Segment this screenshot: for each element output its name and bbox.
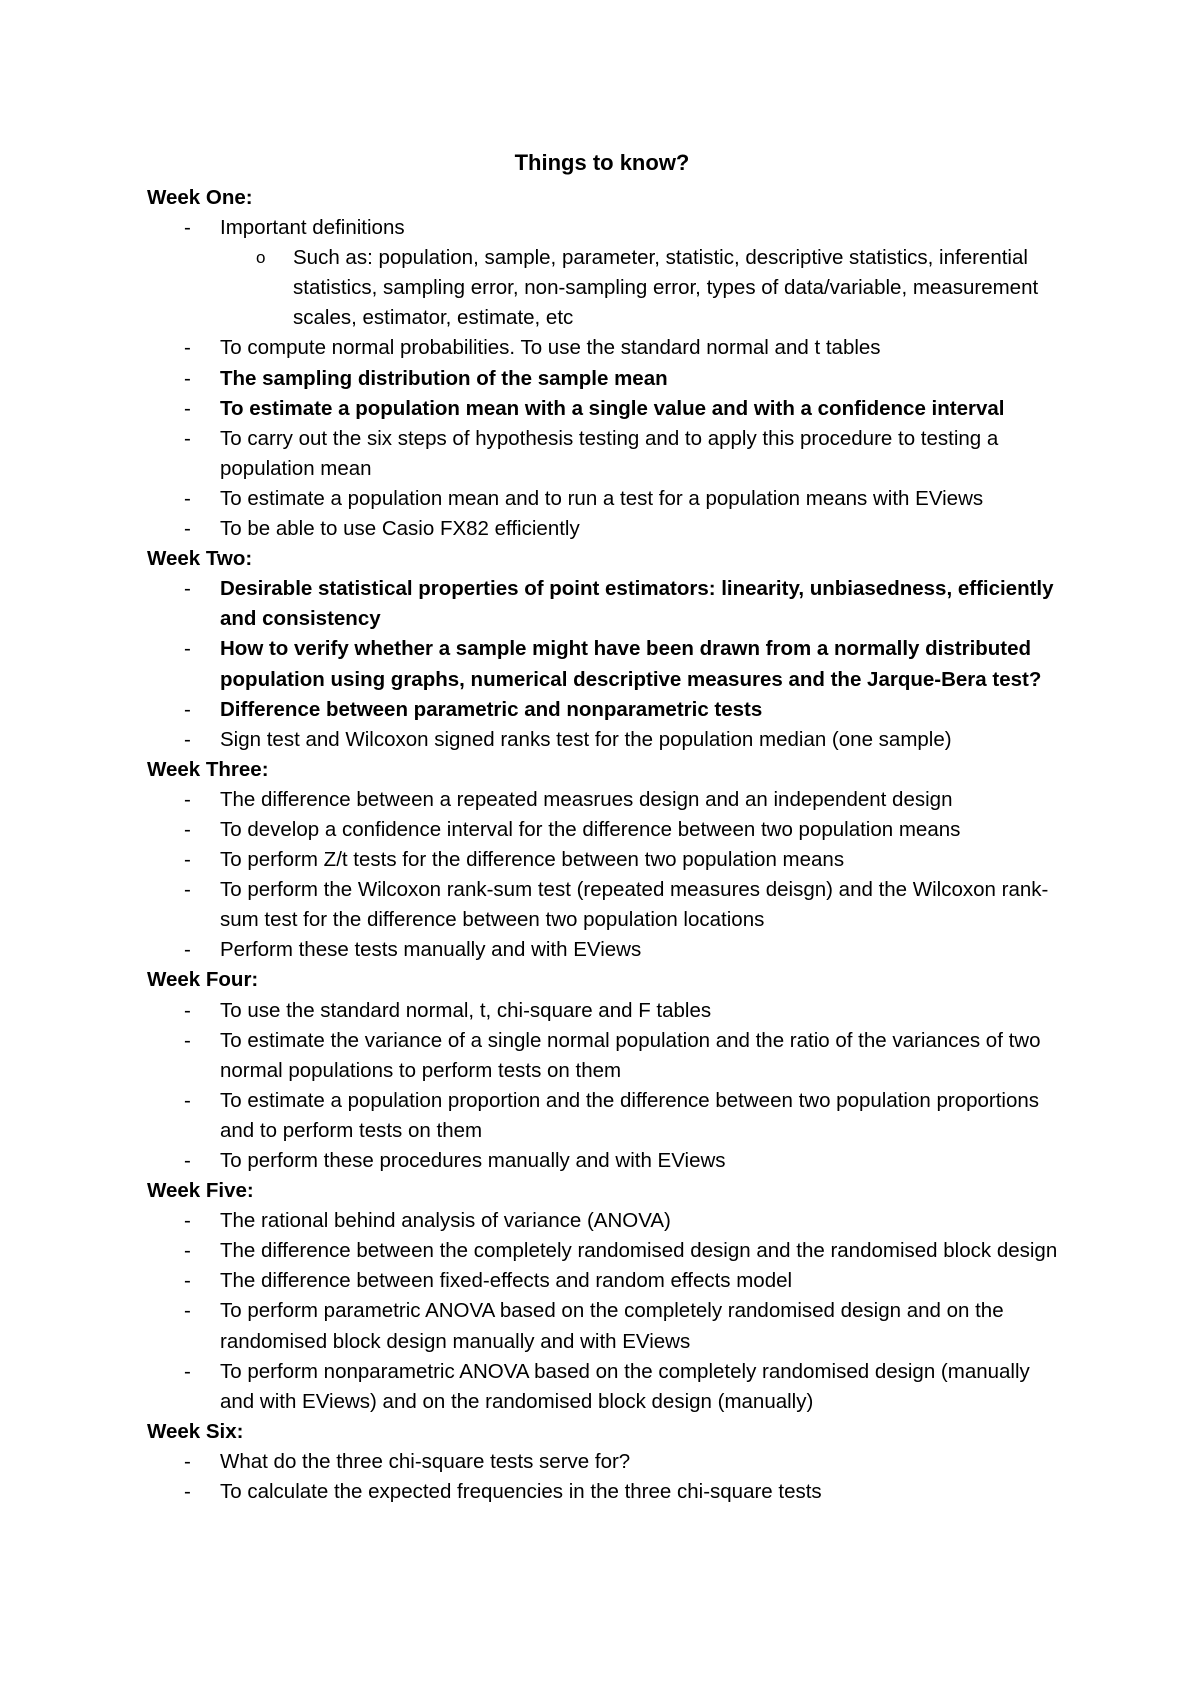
bullet-list	[147, 213, 1067, 544]
dash-bullet-icon: -	[184, 366, 191, 390]
sub-list-item	[220, 243, 1067, 333]
list-item-text: To develop a confidence interval for the difference between two population means	[220, 817, 961, 841]
dash-bullet-icon: -	[184, 396, 191, 420]
dash-bullet-icon: -	[184, 817, 191, 841]
list-item-text: To perform parametric ANOVA based on the completely randomised design and on the randomised block design manually and with EViews	[220, 1299, 1004, 1353]
document-content	[147, 147, 1067, 1507]
week-heading: Week Two:	[147, 547, 253, 571]
dash-bullet-icon: -	[184, 336, 191, 360]
list-item	[147, 213, 1067, 333]
weeks-container	[147, 183, 1067, 1507]
list-item-text: To perform nonparametric ANOVA based on the completely randomised design (manually and with EViews) and on the randomised block design (manually)	[220, 1359, 1030, 1413]
list-item-text: To perform Z/t tests for the difference between two population means	[220, 848, 845, 872]
list-item-text: Important definitions	[220, 216, 405, 240]
week-section	[147, 1176, 1067, 1417]
list-item-text: To perform the Wilcoxon rank-sum test (repeated measures deisgn) and the Wilcoxon rank-sum test for the difference between two population locations	[220, 878, 1049, 932]
list-item-text: The rational behind analysis of variance (ANOVA)	[220, 1209, 671, 1233]
list-item	[147, 514, 1067, 544]
list-item-text: How to verify whether a sample might have been drawn from a normally distributed population using graphs, numerical descriptive measures and the Jarque-Bera test?	[220, 637, 1042, 691]
week-section	[147, 183, 1067, 544]
list-item	[147, 424, 1067, 484]
list-item	[147, 935, 1067, 965]
list-item	[147, 695, 1067, 725]
list-item	[147, 845, 1067, 875]
dash-bullet-icon: -	[184, 1239, 191, 1263]
dash-bullet-icon: -	[184, 727, 191, 751]
list-item-text: To estimate a population proportion and the difference between two population proportions and to perform tests on them	[220, 1088, 1040, 1142]
list-item-text: To carry out the six steps of hypothesis testing and to apply this procedure to testing a population mean	[220, 426, 999, 480]
dash-bullet-icon: -	[184, 637, 191, 661]
list-item-text: The difference between the completely randomised design and the randomised block design	[220, 1239, 1058, 1263]
page-title: Things to know?	[514, 150, 690, 175]
dash-bullet-icon: -	[184, 1149, 191, 1172]
bullet-list	[147, 785, 1067, 966]
list-item-text: To estimate the variance of a single normal population and the ratio of the variances of two normal populations to perform tests on them	[220, 1028, 1041, 1082]
dash-bullet-icon: -	[184, 1449, 191, 1473]
dash-bullet-icon: -	[184, 697, 191, 721]
week-heading: Week Three:	[147, 757, 269, 781]
list-item	[147, 394, 1067, 424]
list-item-text: Perform these tests manually and with EViews	[220, 938, 642, 962]
dash-bullet-icon: -	[184, 1480, 191, 1504]
list-item	[147, 996, 1067, 1026]
list-item-text: To be able to use Casio FX82 efficiently	[220, 517, 580, 541]
dash-bullet-icon: -	[184, 216, 191, 240]
week-section	[147, 544, 1067, 755]
list-item	[147, 333, 1067, 363]
list-item-text: The sampling distribution of the sample mean	[220, 366, 668, 390]
list-item-text: The difference between a repeated measrues design and an independent design	[220, 787, 953, 811]
list-item-text: To estimate a population mean and to run a test for a population means with EViews	[220, 486, 984, 510]
list-item	[147, 574, 1067, 634]
list-item	[147, 1206, 1067, 1236]
list-item	[147, 875, 1067, 935]
dash-bullet-icon: -	[184, 1028, 191, 1052]
list-item-text: What do the three chi-square tests serve for?	[220, 1449, 631, 1473]
sub-list-item-text: Such as: population, sample, parameter, statistic, descriptive statistics, inferential statistics, sampling error, non-sampling error, types of data/variable, measurement scales, estimator, estimate, etc	[293, 246, 1039, 330]
dash-bullet-icon: -	[184, 938, 191, 962]
list-item	[147, 1236, 1067, 1266]
dash-bullet-icon: -	[184, 426, 191, 450]
bullet-list	[147, 996, 1067, 1177]
list-item	[147, 1477, 1067, 1507]
circle-bullet-icon: o	[256, 248, 266, 268]
list-item	[147, 1296, 1067, 1356]
dash-bullet-icon: -	[184, 998, 191, 1022]
bullet-list	[147, 574, 1067, 755]
list-item-text: To use the standard normal, t, chi-square and F tables	[220, 998, 712, 1022]
list-item-text: Sign test and Wilcoxon signed ranks test for the population median (one sample)	[220, 727, 952, 751]
dash-bullet-icon: -	[184, 577, 191, 601]
list-item-text: To compute normal probabilities. To use the standard normal and t tables	[220, 336, 881, 360]
week-section	[147, 965, 1067, 1176]
dash-bullet-icon: -	[184, 1359, 191, 1383]
week-heading: Week One:	[147, 186, 253, 209]
dash-bullet-icon: -	[184, 848, 191, 872]
dash-bullet-icon: -	[184, 486, 191, 510]
list-item-text: The difference between fixed-effects and random effects model	[220, 1269, 793, 1293]
list-item-text: To calculate the expected frequencies in the three chi-square tests	[220, 1480, 822, 1504]
list-item	[147, 1026, 1067, 1086]
week-heading: Week Five:	[147, 1179, 254, 1203]
list-item	[147, 364, 1067, 394]
bullet-list	[147, 1206, 1067, 1417]
list-item	[147, 1447, 1067, 1477]
list-item	[147, 815, 1067, 845]
dash-bullet-icon: -	[184, 1299, 191, 1323]
list-item	[147, 484, 1067, 514]
sub-bullet-list	[220, 243, 1067, 333]
list-item	[147, 1146, 1067, 1176]
list-item	[147, 1086, 1067, 1146]
list-item-text: To estimate a population mean with a single value and with a confidence interval	[220, 396, 1005, 420]
bullet-list	[147, 1447, 1067, 1507]
list-item	[147, 725, 1067, 755]
week-heading: Week Six:	[147, 1419, 244, 1443]
list-item-text: Desirable statistical properties of point estimators: linearity, unbiasedness, efficiently and consistency	[220, 577, 1054, 631]
dash-bullet-icon: -	[184, 1088, 191, 1112]
list-item	[147, 785, 1067, 815]
dash-bullet-icon: -	[184, 787, 191, 811]
dash-bullet-icon: -	[184, 878, 191, 902]
week-section	[147, 1417, 1067, 1507]
list-item-text: To perform these procedures manually and with EViews	[220, 1149, 726, 1172]
dash-bullet-icon: -	[184, 517, 191, 541]
list-item	[147, 634, 1067, 694]
dash-bullet-icon: -	[184, 1209, 191, 1233]
list-item-text: Difference between parametric and nonparametric tests	[220, 697, 763, 721]
list-item	[147, 1266, 1067, 1296]
week-section	[147, 755, 1067, 966]
dash-bullet-icon: -	[184, 1269, 191, 1293]
list-item	[147, 1357, 1067, 1417]
week-heading: Week Four:	[147, 968, 259, 992]
